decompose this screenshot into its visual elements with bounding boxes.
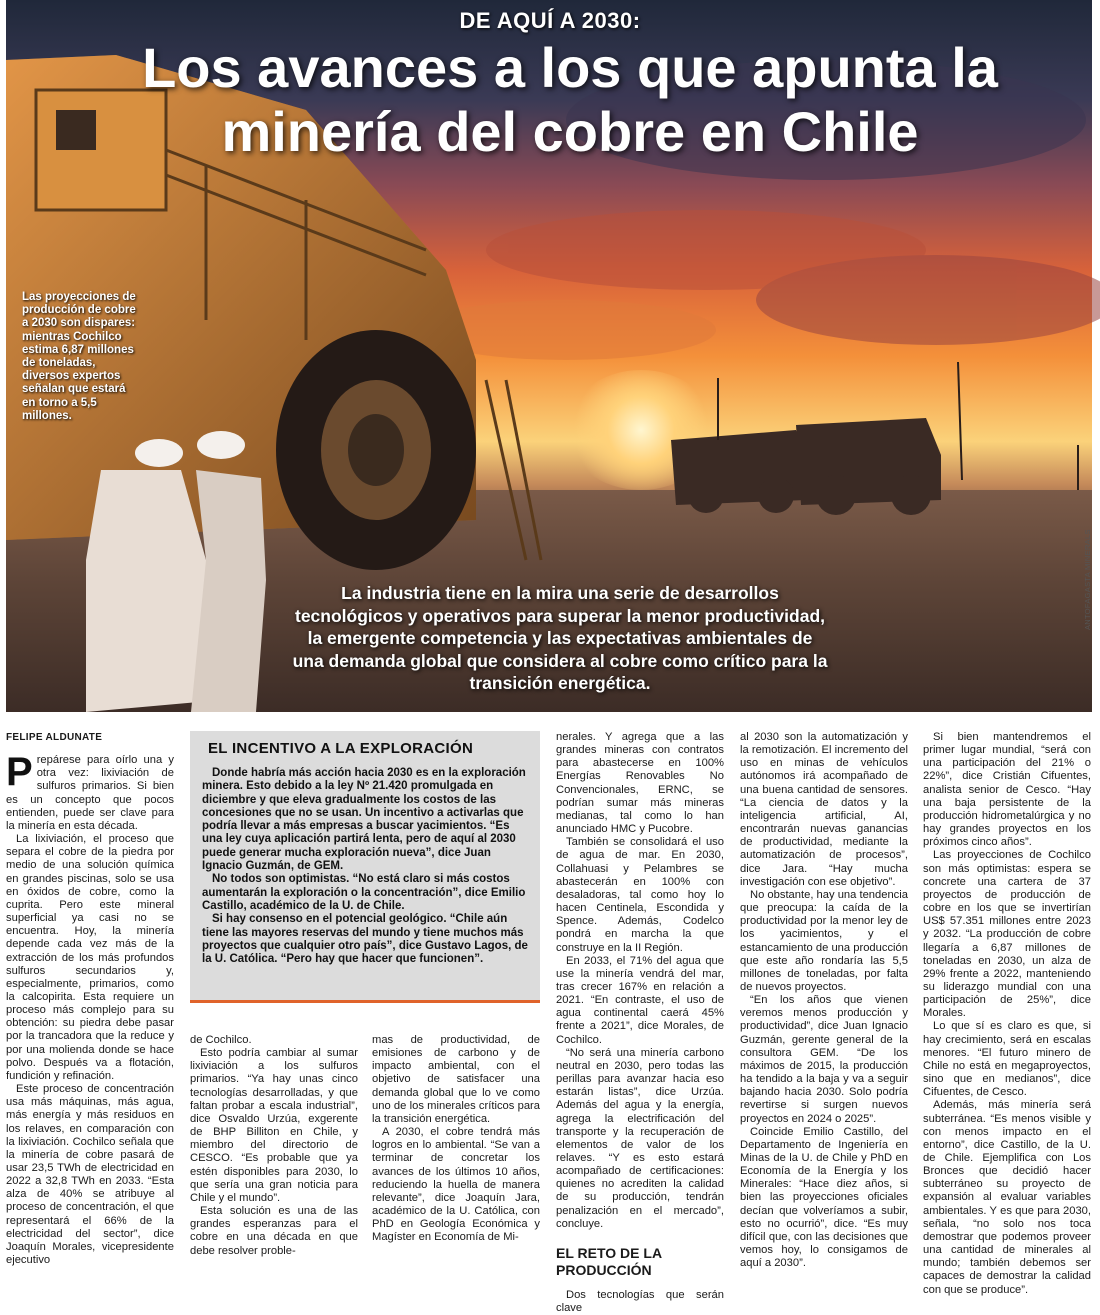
paragraph: No obstante, hay una tendencia que preocupa: la caída de la productividad por la menor ley de los yacimientos, y el estancamiento de una producción que este año rondaría las 5,5 millones de toneladas, por falta de nuevos proyectos. bbox=[740, 888, 908, 993]
paragraph: Esto podría cambiar al sumar lixiviación a los sulfuros primarios. “Ya hay unas cinco tecnologías desarrolladas, y que faltan probar a escala industrial”, dice Osvaldo Urzúa, exgerente de BHP Billiton en Chile, y miembro del directorio de CESCO. “Es probable que ya estén disponibles para 2030, lo que sería una gran noticia para Chile y el mundo”. bbox=[190, 1047, 358, 1204]
paragraph: Si bien mantendremos el primer lugar mundial, “será con una participación del 21% o 22%”, dice Cristián Cifuentes, analista senior de Cesco. “Hay una baja persistente de la producción hidrometalúrgica y no hay grandes proyectos en los próximos cinco años”. bbox=[923, 731, 1091, 849]
column-3 bbox=[372, 1034, 540, 1245]
paragraph: al 2030 son la automatización y la remotización. El incremento del uso en minas de vehículos autónomos irá acompañado de una buena cantidad de sensores. “La ciencia de datos y la inteligencia artificial, AI, encontrarán nuevas ganancias de productividad, mediante la automatización de procesos”, dice Jara. “Hay mucha investigación con ese objetivo”. bbox=[740, 731, 908, 888]
lead-text: repárese para oírlo una y otra vez: lixiviación de sulfuros primarios. Si bien es un concepto que pocos entienden, puede ser clave para la minería en esta década. bbox=[6, 754, 174, 832]
sidebar-body bbox=[202, 767, 528, 966]
sidebar-title: EL INCENTIVO A LA EXPLORACIÓN bbox=[208, 740, 474, 757]
paragraph: Además, más minería será subterránea. “Es menos visible y con menos impacto en el entorno”, dice Castillo, de la U. de Chile. Ejemplifica con Los Bronces que decidió hacer subterráneo su proyecto de expansión al evaluar variables ambientales. Y es que para 2030, señala, “no solo nos toca demostrar que podemos proveer una cantidad de minerales al mundo; también debemos ser capaces de demostrar la calidad con que se produce”. bbox=[923, 1099, 1091, 1296]
photo-credit: ANTOFAGASTA MINERALS bbox=[1083, 529, 1092, 630]
column-2 bbox=[190, 1034, 358, 1258]
paragraph: Lo que sí es claro es que, si hay crecimiento, será en escalas menores. “El futuro minero de Chile no está en megaproyectos, sino que en medianos”, dice Cifuentes, de Cesco. bbox=[923, 1020, 1091, 1099]
paragraph: Esta solución es una de las grandes esperanzas para el cobre en una década en que debe resolver proble- bbox=[190, 1205, 358, 1257]
headline: Los avances a los que apunta la minería del cobre en Chile bbox=[142, 36, 998, 163]
sidebar-paragraph: No todos son optimistas. “No está claro si más costos aumentarán la exploración o la concentración”, dice Emilio Castillo, académico de la U. de Chile. bbox=[202, 873, 526, 912]
column-1 bbox=[6, 731, 174, 1267]
deck: La industria tiene en la mira una serie de desarrollos tecnológicos y operativos para superar la menor productividad, la emergente competencia y las expectativas ambientales de una demanda global que considera al cobre como crítico para la transición energética. bbox=[292, 583, 828, 694]
paragraph: Coincide Emilio Castillo, del Departamento de Ingeniería en Minas de la U. de Chile y PhD en Economía de la Energía y los Minerales: “Hace diez años, si bien las proyecciones oficiales decían que volveríamos a subir, esto no ocurrió”, dice. “Es muy difícil que, con las decisiones que vemos hoy, lo consigamos de aquí a 2030”. bbox=[740, 1125, 908, 1270]
byline: FELIPE ALDUNATE bbox=[6, 732, 103, 743]
paragraph: nerales. Y agrega que a las grandes mineras con contratos para abastecerse en 100% Energías Renovables No Convencionales, ERNC, se podrían sumar más mineras medianas, tal como lo han anunciado HMC y Pucobre. bbox=[556, 731, 724, 836]
sidebar-paragraph: Donde habría más acción hacia 2030 es en la exploración minera. Esto debido a la ley Nº 21.420 promulgada en diciembre y que eleva gradualmente los costos de las concesiones que no se usan. Un incentivo a activarlas que podría llevar a más empresas a buscar yacimientos. “Es una ley cuya aplicación partirá lenta, pero de aquí al 2030 puede generar mucha exploración nueva”, dice Juan Ignacio Guzmán, de GEM. bbox=[202, 767, 526, 873]
paragraph: “En los años que vienen veremos menos producción y productividad”, dice Juan Ignacio Guzmán, gerente general de la consultora GEM. “De los máximos de 2015, la producción ha tendido a la baja y va a seguir bajando hacia 2030. Solo podría revertirse si surgen nuevos proyectos en 2024 o 2025”. bbox=[740, 994, 908, 1125]
dropcap: P bbox=[6, 750, 33, 795]
photo-side-note: Las proyecciones de producción de cobre a 2030 son dispares: mientras Cochilco estima 6,87 millones de toneladas, diversos expertos señalan que estará en torno a 5,5 millones. bbox=[22, 291, 136, 422]
paragraph: de Cochilco. bbox=[190, 1034, 252, 1046]
column-5 bbox=[740, 731, 908, 1270]
kicker: DE AQUÍ A 2030: bbox=[459, 8, 641, 33]
distant-haul-trucks bbox=[671, 418, 941, 515]
paragraph: También se consolidará el uso de agua de mar. En 2030, Collahuasi y Pelambres se abastecerán en 100% con desaladoras, tal como hoy lo hacen Centinela, Escondida y Spence. Además, Codelco pondrá en marcha la que construye en la II Región. bbox=[556, 836, 724, 954]
sidebar-paragraph: Si hay consenso en el potencial geológico. “Chile aún tiene las mayores reservas del mundo y tiene muchos más proyectos que cualquier otro país”, dice Gustavo Lagos, de la U. Católica. “Pero hay que hacer que funcionen”. bbox=[202, 913, 528, 966]
paragraph: A 2030, el cobre tendrá más logros en lo ambiental. “Se van a terminar de concretar los avances de los últimos 10 años, reduciendo la huella de manera relevante”, dice Joaquín Jara, académico de la U. Católica, con PhD en Geología Económica y Magíster en Economía de Mi- bbox=[372, 1126, 540, 1244]
subhead-production: EL RETO DE LA PRODUCCIÓN bbox=[556, 1244, 662, 1278]
paragraph: Dos tecnologías que serán clave bbox=[556, 1288, 724, 1315]
column-4 bbox=[556, 731, 724, 1315]
paragraph: Las proyecciones de Cochilco son más optimistas: espera se concrete una cartera de 37 proyectos de producción de cobre en los que se invertirían US$ 57.351 millones entre 2023 y 2032. “La producción de cobre llegaría a 6,87 millones de toneladas en 2030, un alza de 29% frente a 2022, manteniendo su liderazgo mundial con una participación de 25%”, dice Morales. bbox=[923, 849, 1091, 1020]
paragraph: mas de productividad, de emisiones de carbono y de impacto ambiental, con el objetivo de satisfacer una demanda global que lo ve como uno de los minerales críticos para la transición energética. bbox=[372, 1034, 540, 1125]
column-6 bbox=[923, 731, 1091, 1297]
lead-paragraph bbox=[6, 750, 174, 833]
paragraph: La lixiviación, el proceso que separa el cobre de la piedra por medio de una solución química en grandes piscinas, solo se usa en óxidos de cobre, como la cuprita. Pero este mineral superficial ya casi no se encuentra. Hoy, la minería depende cada vez más de la extracción de los más profundos sulfuros secundarios y, especialmente, primarios, como la calcopirita. Esta requiere un proceso más complejo para su obtención: su piedra debe pasar por la trancadora que la reduce y por una molienda donde se hace polvo. Después va a flotación, fundición y refinación. bbox=[6, 833, 174, 1082]
paragraph: Este proceso de concentración usa más máquinas, más agua, más energía y más residuos en los relaves, en comparación con la lixiviación. Cochilco señala que la minería de cobre pasará de usar 23,5 TWh de electricidad en 2022 a 32,8 TWh en 2033. “Esta alza de 40% se atribuye al proceso de concentración, el que representará el 66% de la electricidad del sector”, dice Joaquín Morales, vicepresidente ejecutivo bbox=[6, 1083, 174, 1267]
paragraph: “No será una minería carbono neutral en 2030, pero todas las perillas para avanzar hacia eso estarán listas”, dice Urzúa. Además del agua y la energía, agrega la electrificación del transporte y la recuperación de elementos de valor de los relaves. “Y es esto estará acompañado de certificaciones: quienes no acrediten la calidad de su producción, tendrán penalización en el mercado”, concluye. bbox=[556, 1046, 724, 1230]
exploration-sidebar bbox=[190, 731, 540, 1003]
paragraph: En 2033, el 71% del agua que use la minería vendrá del mar, tras crecer 167% en relación a 2021. “En contraste, el uso de agua continental caerá 45% frente a 2021”, dice Morales, de Cochilco. bbox=[556, 954, 724, 1046]
